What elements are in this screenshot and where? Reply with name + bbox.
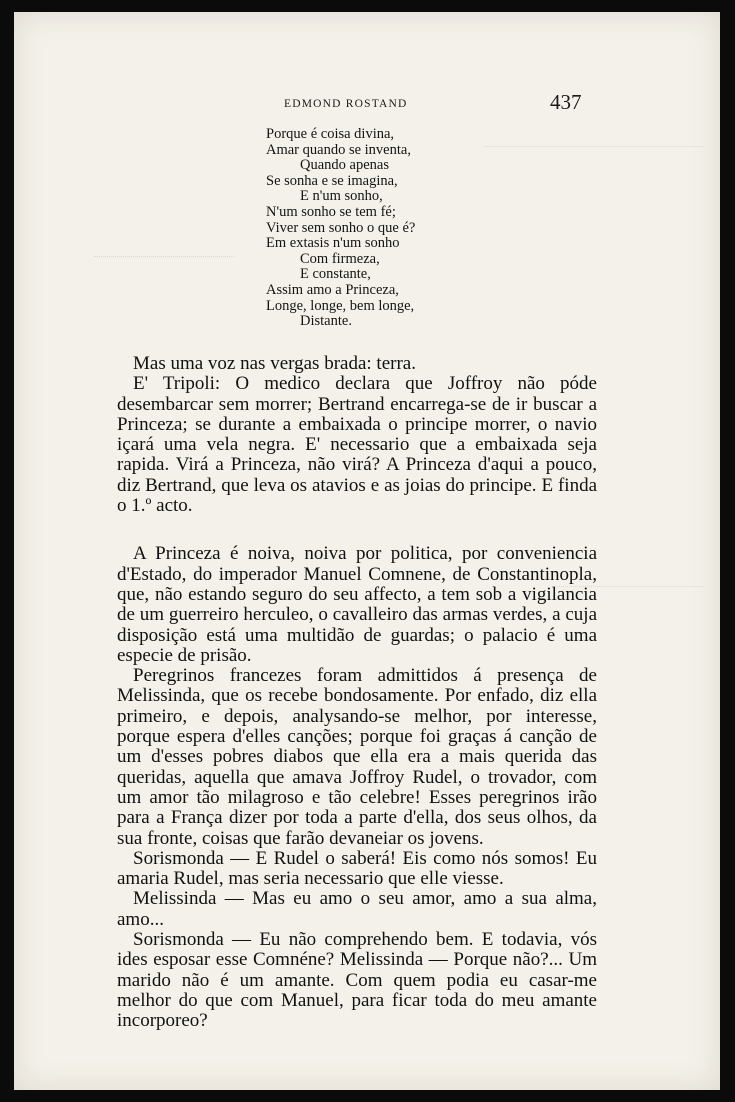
poem-line: Distante. (300, 313, 352, 330)
poem-line: Amar quando se inventa, (266, 141, 411, 158)
bleed-through (484, 132, 704, 147)
paragraph: Melissinda — Mas eu amo o seu amor, amo a sua alma, amo... (117, 888, 597, 930)
poem-stanza (266, 127, 415, 330)
paragraph: Mas uma voz nas vergas brada: terra. (133, 353, 416, 374)
poem-line: E n'um sonho, (300, 188, 383, 205)
running-head: EDMOND ROSTAND (284, 98, 408, 110)
paragraph: Sorismonda — Eu não comprehendo bem. E todavia, vós ides esposar esse Comnéne? Melissinda — Porque não?... Um marido não é um amante. Com quem podia eu casar-me melhor do que com Manuel, para ficar toda do meu amante incorporeo? (117, 929, 597, 1032)
poem-line: Em extasis n'um sonho (266, 235, 400, 252)
poem-line: Porque é coisa divina, (266, 126, 395, 142)
poem-line: Se sonha e se imagina, (266, 172, 398, 189)
paragraph: Sorismonda — E Rudel o saberá! Eis como nós somos! Eu amaria Rudel, mas seria necessario que elle viesse. (117, 847, 597, 890)
bleed-through (94, 242, 234, 257)
paragraph: A Princeza é noiva, noiva por politica, por conveniencia d'Estado, do imperador Manuel Comnene, de Constantinopla, que, não estando seguro do seu affecto, a tem sob a vigilancia de um guerreiro herculeo, o cavalleiro das armas verdes, a cuja disposição está uma multidão de guardas; o palacio é uma especie de prisão. (117, 543, 597, 666)
poem-line: N'um sonho se tem fé; (266, 203, 396, 220)
page-number: 437 (550, 90, 582, 114)
paragraph: E' Tripoli: O medico declara que Joffroy não póde desembarcar sem morrer; Bertrand encarrega-se de ir buscar a Princeza; se durante a embaixada o principe morrer, o navio içará uma vela negra. E' necessario que a embaixada seja rapida. Virá a Princeza, não virá? A Princeza d'aqui a pouco, diz Bertrand, que leva os atavios e as joias do principe. E finda o 1.º acto. (117, 373, 597, 517)
poem-line: Longe, longe, bem longe, (266, 297, 415, 314)
poem-line: Quando apenas (300, 157, 389, 174)
poem-line: Com firmeza, (300, 250, 380, 267)
poem-line: Assim amo a Princeza, (266, 281, 399, 298)
poem-line: E constante, (300, 266, 371, 283)
body-text (117, 354, 597, 1032)
paragraph: Peregrinos francezes foram admittidos á presença de Melissinda, que os recebe bondosamente. Por enfado, diz ella primeiro, e depois, analysando-se melhor, por interesse, porque espera d'elles canções; porque foi graças á canção de um d'esses pobres diabos que ella era a mais querida das queridas, aquella que amava Joffroy Rudel, o trovador, com um amor tão milagroso e tão celebre! Esses peregrinos irão para a França dizer por toda a parte d'ella, dos seus olhos, da sua fronte, coisas que farão devaneiar os jovens. (117, 665, 597, 849)
book-page (14, 12, 720, 1090)
page-header (14, 88, 720, 118)
poem-line: Viver sem sonho o que é? (266, 219, 416, 236)
